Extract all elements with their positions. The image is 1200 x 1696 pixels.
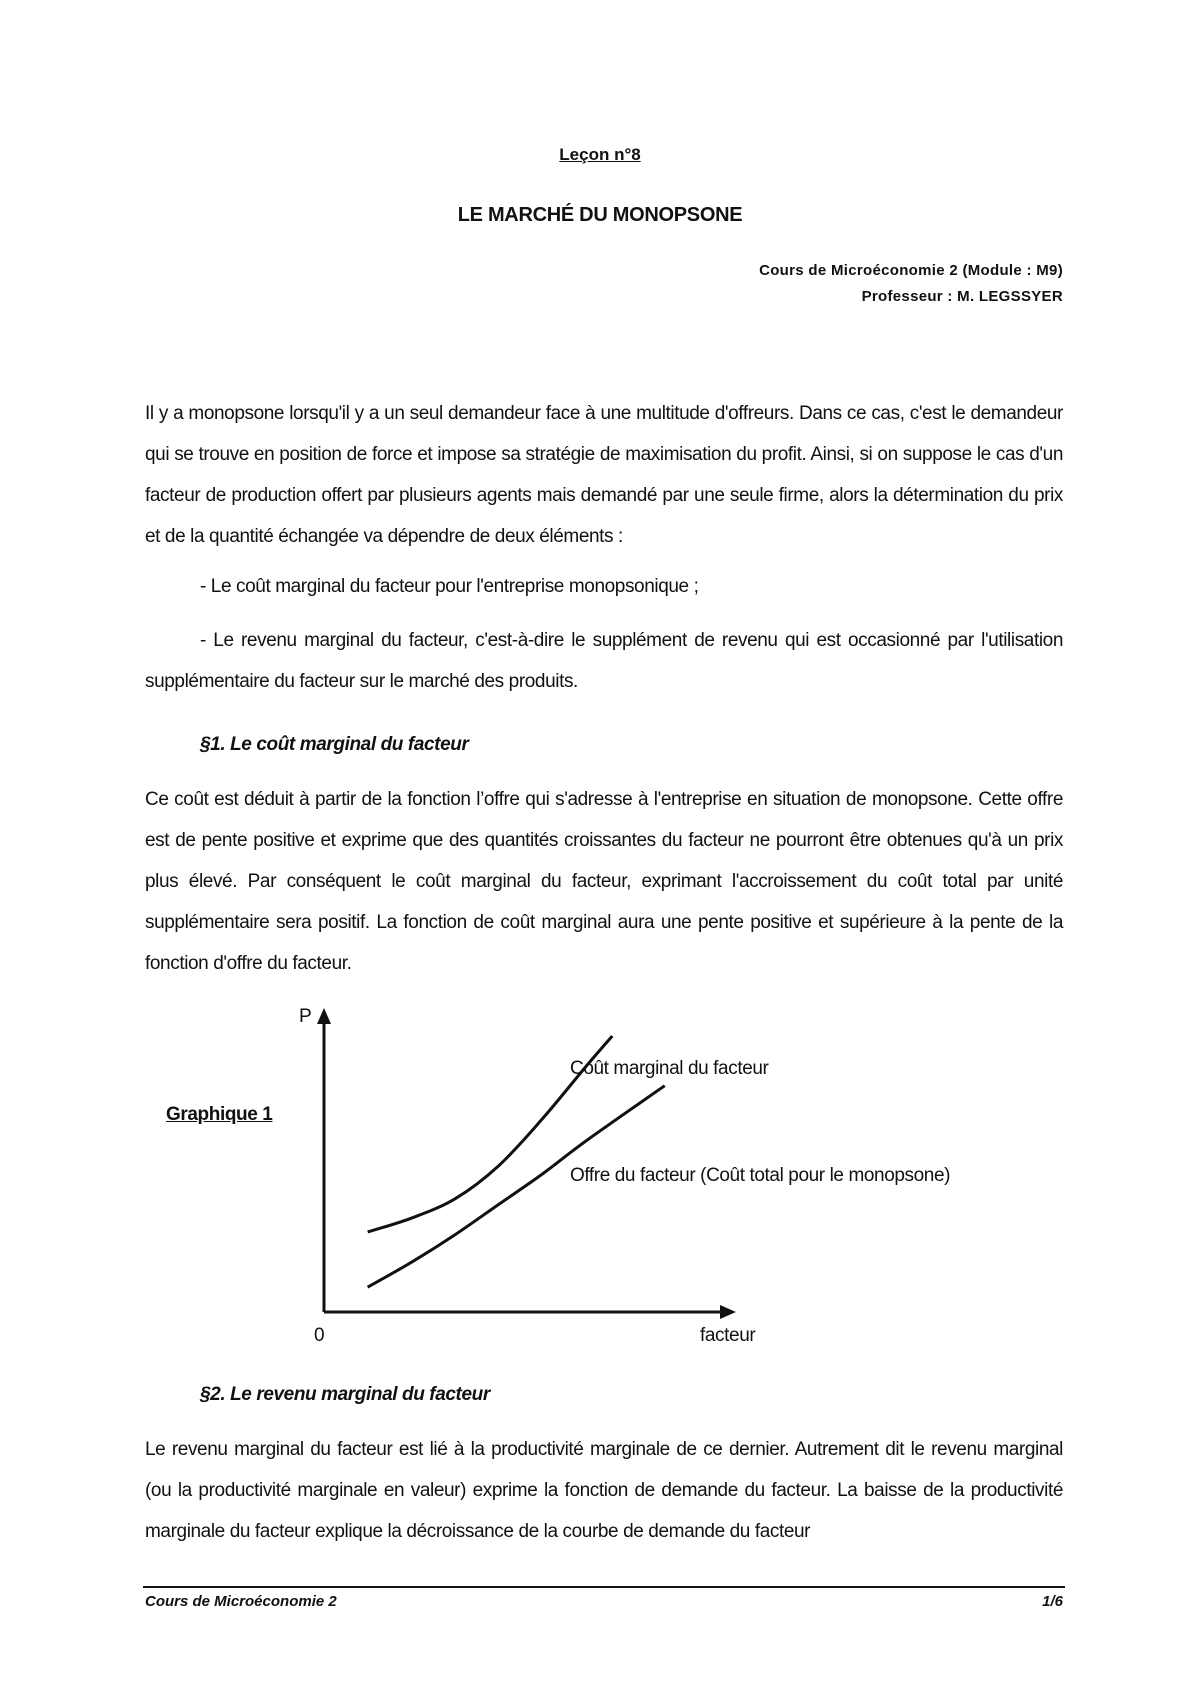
footer-divider — [143, 1586, 1065, 1588]
section-1-paragraph: Ce coût est déduit à partir de la fonction l’offre qui s'adresse à l'entreprise en situation de monopsone. Cette offre est de pente positive et exprime que des quantités croissantes du facteur ne pourront être obtenues qu'à un prix plus élevé. Par conséquent le coût marginal du facteur, exprimant l'accroissement du coût total par unité supplémentaire sera positif. La fonction de coût marginal aura une pente positive et supérieure à la pente de la fonction d'offre du facteur. — [145, 789, 1063, 974]
course-name: Cours de Microéconomie 2 (Module : M9) — [759, 262, 1063, 279]
section-2-paragraph: Le revenu marginal du facteur est lié à la productivité marginale de ce dernier. Autrement dit le revenu marginal (ou la productivité marginale en valeur) exprime la fonction de demande du facteur. La baisse de la productivité marginale du facteur explique la décroissance de la courbe de demande du facteur — [145, 1439, 1063, 1542]
footer-page-number: 1/6 — [1042, 1593, 1063, 1610]
section-2-heading: §2. Le revenu marginal du facteur — [200, 1384, 490, 1405]
label-marginal-cost: Coût marginal du facteur — [570, 1058, 769, 1079]
intro-paragraph: Il y a monopsone lorsqu'il y a un seul demandeur face à une multitude d'offreurs. Dans ce cas, c'est le demandeur qui se trouve en position de force et impose sa stratégie de maximisation du profit. Ainsi, si on suppose le cas d'un facteur de production offert par plusieurs agents mais demandé par une seule firme, alors la détermination du prix et de la quantité échangée va dépendre de deux éléments : — [145, 403, 1063, 547]
label-supply: Offre du facteur (Coût total pour le monopsone) — [570, 1165, 951, 1186]
bullet-marginal-revenue: - Le revenu marginal du facteur, c'est-à-dire le supplément de revenu qui est occasionné par l'utilisation supplémentaire du facteur sur le marché des produits. — [145, 630, 1063, 692]
y-axis-label: P — [299, 1006, 312, 1027]
origin-label: 0 — [314, 1325, 325, 1346]
chart-title: Graphique 1 — [166, 1104, 273, 1125]
professor-name: Professeur : M. LEGSSYER — [861, 288, 1063, 305]
series-supply-curve — [368, 1086, 665, 1287]
y-axis-arrow — [317, 1008, 331, 1024]
footer-course: Cours de Microéconomie 2 — [145, 1593, 337, 1610]
x-axis-arrow — [720, 1305, 736, 1319]
page-title: LE MARCHÉ DU MONOPSONE — [457, 204, 743, 226]
section-1-heading: §1. Le coût marginal du facteur — [200, 734, 469, 755]
bullet-marginal-cost: - Le coût marginal du facteur pour l'entreprise monopsonique ; — [200, 576, 699, 597]
x-axis-label: facteur — [700, 1325, 756, 1346]
lesson-number: Leçon n°8 — [559, 145, 641, 164]
